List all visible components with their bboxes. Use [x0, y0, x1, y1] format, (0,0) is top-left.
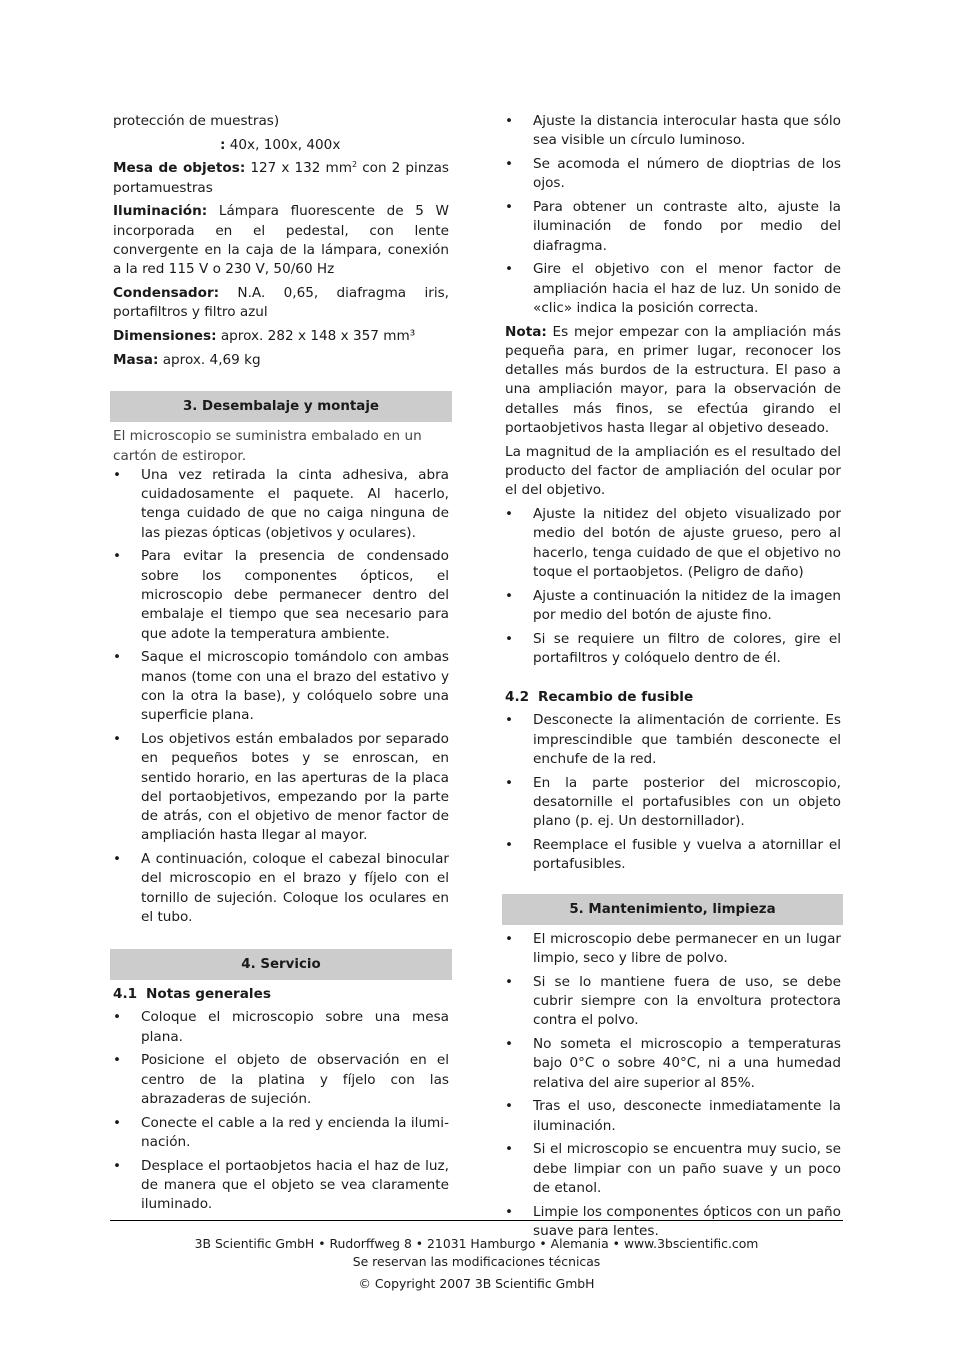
list-item: • Saque el microscopio tomándolo con ambas manos (tome con una el brazo del estativo y con la otra la base), y colóquelo sobre una superficie plana. — [113, 648, 449, 725]
list-item: • Si se lo mantiene fuera de uso, se debe cubrir siempre con la envoltura protectora contra el polvo. — [505, 973, 841, 1031]
list-item: • No someta el microscopio a temperaturas bajo 0°C o sobre 40°C, ni a una humedad relativa del aire superior al 85%. — [505, 1035, 841, 1093]
list-item: • Desplace el portaobjetos hacia el haz de luz, de manera que el objeto se vea claramente iluminado. — [113, 1157, 449, 1215]
mass-value: aprox. 4,69 kg — [158, 351, 261, 368]
list-item: • Tras el uso, desconecte inmediatamente la iluminación. — [505, 1097, 841, 1136]
spec-continuation: protección de muestras) — [113, 113, 280, 129]
list-item: • Si se requiere un filtro de colores, gire el portafiltros y colóquelo dentro de él. — [505, 630, 841, 669]
magnification-paragraph: La magnitud de la ampliación es el resultado del producto del factor de ampliación del ocular por el del objetivo. — [505, 443, 841, 499]
list-item: • En la parte posterior del microscopio, desatornille el portafusibles con un objeto plano (p. ej. Un destornillador). — [505, 774, 841, 832]
list-item: • Desconecte la alimentación de corriente. Es imprescindible que también desconecte el enchufe de la red. — [505, 711, 841, 769]
illumination-label: Iluminación: — [113, 203, 208, 220]
spec-illumination — [113, 202, 449, 279]
list-item: • El microscopio debe permanecer en un lugar limpio, seco y libre de polvo. — [505, 930, 841, 969]
illumination-value: Lámpara fluorescente de 5 W incorporada en el pedestal, con lente convergente en la caja de la lámpara, conexión a la red 115 V o 230 V, 50/60 Hz — [113, 203, 449, 278]
stage-label: Mesa de objetos: — [113, 160, 246, 177]
footer-notice: Se reservan las modificaciones técnicas — [352, 1254, 601, 1269]
dimensions-value: aprox. 282 x 148 x 357 mm³ — [216, 327, 416, 344]
magnification-label: : — [220, 136, 226, 153]
section-3-header: 3. Desembalaje y montaje — [110, 391, 452, 422]
list-item: • Reemplace el fusible y vuelva a atornillar el portafusibles. — [505, 836, 841, 875]
left-column — [113, 112, 449, 1219]
stage-value-rest: con 2 pinzas portamuestras — [113, 160, 449, 196]
list-item: • Ajuste la nitidez del objeto visualizado por medio del botón de ajuste grueso, pero al hacerlo, tenga cuidado de que el objetivo no toque el portaobjetos. (Peligro de daño) — [505, 505, 841, 582]
list-item: • Coloque el microscopio sobre una mesa plana. — [113, 1008, 449, 1047]
operation-list-a — [505, 112, 841, 318]
footer-divider — [110, 1220, 843, 1221]
operation-list-b — [505, 505, 841, 668]
subsection-title: Recambio de fusible — [538, 688, 694, 705]
section-4-header: 4. Servicio — [110, 949, 452, 980]
list-item: • Posicione el objeto de observación en el centro de la platina y fíjelo con las abrazaderas de sujeción. — [113, 1051, 449, 1109]
section-4-1-list — [113, 1008, 449, 1214]
page-footer — [110, 1235, 843, 1293]
footer-address: 3B Scientific GmbH • Rudorffweg 8 • 21031 Hamburgo • Alemania • www.3bscientific.com — [194, 1236, 759, 1251]
subsection-number: 4.1 — [113, 985, 138, 1002]
maintenance-list — [505, 930, 841, 1241]
condenser-value: N.A. 0,65, diafragma iris, portafiltros y filtro azul — [113, 284, 449, 321]
list-item: • Conecte el cable a la red y encienda la iluminación. — [113, 1114, 449, 1153]
section-3-list — [113, 466, 449, 927]
list-item: • Ajuste a continuación la nitidez de la imagen por medio del botón de ajuste fino. — [505, 587, 841, 626]
fuse-list — [505, 711, 841, 874]
section-5-header: 5. Mantenimiento, limpieza — [502, 894, 843, 925]
list-item: • Si el microscopio se encuentra muy sucio, se debe limpiar con un paño suave y un poco de etanol. — [505, 1140, 841, 1198]
spec-stage — [113, 159, 449, 198]
subsection-title: Notas generales — [146, 985, 271, 1002]
list-item: • Gire el objetivo con el menor factor de ampliación hacia el haz de luz. Un sonido de «clic» indica la posición correcta. — [505, 260, 841, 318]
list-item: • Para obtener un contraste alto, ajuste la iluminación de fondo por medio del diafragma. — [505, 198, 841, 256]
right-column — [505, 112, 841, 1246]
list-item: • Una vez retirada la cinta adhesiva, abra cuidadosamente el paquete. Al hacerlo, tenga cuidado de que no caiga ninguna de las piezas ópticas (objetivos y oculares). — [113, 466, 449, 543]
magnification-value: 40x, 100x, 400x — [225, 136, 341, 153]
stage-value: 127 x 132 mm — [245, 160, 353, 177]
condenser-label: Condensador: — [113, 284, 220, 301]
dimensions-label: Dimensiones: — [113, 327, 217, 344]
note-label: Nota: — [505, 323, 547, 340]
list-item: • Ajuste la distancia interocular hasta que sólo sea visible un círculo luminoso. — [505, 112, 841, 151]
subsection-number: 4.2 — [505, 688, 530, 705]
spec-mass — [113, 351, 449, 370]
note-paragraph — [505, 323, 841, 439]
list-item: • Se acomoda el número de dioptrias de los ojos. — [505, 155, 841, 194]
spec-condenser — [113, 284, 449, 323]
list-item: • A continuación, coloque el cabezal binocular del microscopio en el brazo y fíjelo con el tornillo de sujeción. Coloque los oculares en el tubo. — [113, 850, 449, 927]
section-3-intro: El microscopio se suministra embalado en un cartón de estiropor. — [113, 428, 422, 464]
list-item: • Limpie los componentes ópticos con un paño suave para lentes. — [505, 1203, 841, 1242]
mass-label: Masa: — [113, 351, 159, 368]
stage-unit-superscript: 2 — [352, 160, 358, 170]
subsection-4-1-heading — [113, 985, 449, 1004]
note-text: Es mejor empezar con la ampliación más pequeña para, en primer lugar, reconocer los detalles más burdos de la estructura. El paso a una ampliación mayor, para la observación de detalles más finos, se efectúa girando el portaobjetivos hasta llegar al objetivo deseado. — [505, 323, 841, 437]
footer-copyright: © Copyright 2007 3B Scientific GmbH — [358, 1276, 595, 1291]
list-item: • Los objetivos están embalados por separado en pequeños botes y se enroscan, en sentido horario, en las aperturas de la placa del portaobjetivos, empezando por la parte de atrás, con el objetivo de menor factor de ampliación hasta llegar al mayor. — [113, 730, 449, 846]
subsection-4-2-heading — [505, 688, 841, 707]
spec-dimensions — [113, 327, 449, 346]
spec-magnification — [113, 136, 449, 155]
list-item: • Para evitar la presencia de condensado sobre los componentes ópticos, el microscopio debe permanecer dentro del embalaje el tiempo que sea necesario para que adote la temperatura ambiente. — [113, 547, 449, 643]
